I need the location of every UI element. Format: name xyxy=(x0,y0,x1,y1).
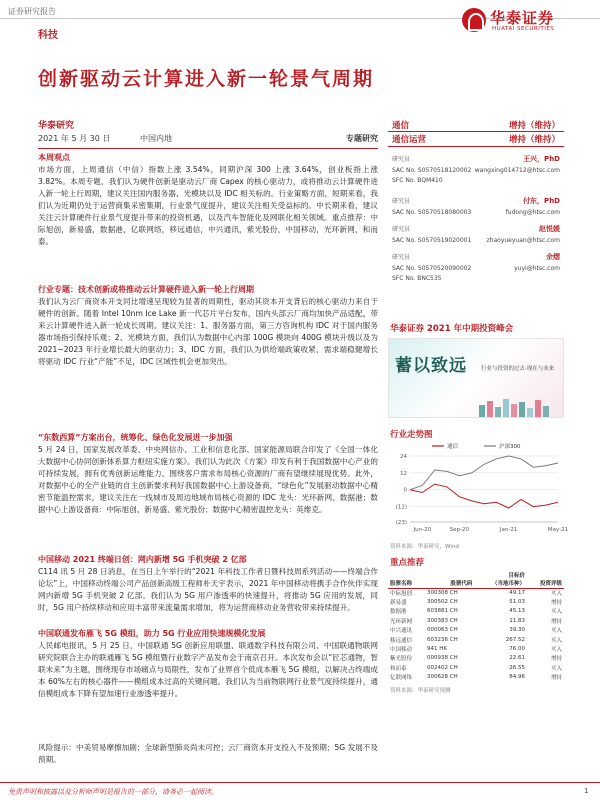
recommended-stocks-table xyxy=(388,570,564,682)
col-header: （当地币种） xyxy=(474,579,527,588)
analyst-card xyxy=(388,252,564,302)
summary-heading: 本周观点 xyxy=(38,153,70,162)
report-region: 中国内地 xyxy=(140,134,172,143)
analyst-sac: SAC No. S0570520090002 xyxy=(392,265,472,272)
table-row xyxy=(388,673,564,682)
disclaimer-note: 免责声明和披露以及分析师声明是报告的一部分，请务必一起阅读。 xyxy=(8,788,218,796)
topic-text: 我们认为云厂商资本开支同比增速呈现较为显著的周期性，驱动其资本开支背后的核心驱动力来自于硬件的创新。随着 Intel 10nm Ice Lake 新一代芯片平台发布，国内头部云厂商均加快产品适配，带来云计算硬件进入新一轮成长周期。建议关注：1、服务器方面，第三方咨询机构 IDC 对于国内服务器市场指引保持乐观；2、光模块方面，我们认为数据中心内部 100G 模块向 400G 模块升级以及为 2021~2023 年行业增长最大的驱动力；3、IDC 方面，我们认为供给端政策收紧，需求端稳健增长将驱动 IDC 行业“产能”不足，IDC 区域性机会更加突出。 xyxy=(38,297,378,366)
rating-sector: 通信运营 xyxy=(392,135,427,145)
industry-tag: 科技 xyxy=(38,30,58,41)
stock-code: 002402 CH xyxy=(426,664,458,671)
banner-brush-text: 蓄以致远 xyxy=(395,356,467,376)
x-tick-label: Sep-20 xyxy=(449,527,470,533)
investment-rating: 增持 xyxy=(550,618,562,625)
analyst-role: 研究员 xyxy=(392,254,411,261)
analyst-name: 赵悦媛 xyxy=(539,225,560,233)
legend-label: 通信 xyxy=(447,444,459,450)
table-header-row xyxy=(388,579,564,588)
news1-text: 5 月 24 日，国家发展改革委、中央网信办、工业和信息化部、国家能源局联合印发了《全国一体化大数据中心协同创新体系算力枢纽实施方案》。我们认为此次《方案》印发有利于我国数据中心产业的可持续发展，拥有优秀创新运维能力、围绕客户需求布局核心资源的厂商有望继续展现优势。此外，对数据中心的全产业链的自主创新要求利好我国数据中心上游设备商，“绿色化”发展驱动数据中心精密节能温控需求。建议关注在一线城市及周边地域布局核心资源的 IDC 龙头：光环新网、数据港；数据中心上游设备商：中际旭创、新易盛、紫光股份；数据中心精密温控龙头：英维克。 xyxy=(38,445,378,514)
chart-source: 资料来源：华泰研究，Wind xyxy=(390,544,459,550)
investment-rating: 买入 xyxy=(550,590,562,597)
rating-value: 增持（维持） xyxy=(508,135,560,145)
target-price: 22.61 xyxy=(509,655,525,662)
stock-name: 中际旭创 xyxy=(390,590,413,597)
analyst-sac: SAC No. S0570518120002 xyxy=(392,167,472,174)
legend-label: 沪深300 xyxy=(499,444,521,450)
report-kind: 专题研究 xyxy=(346,134,378,143)
target-price: 76.00 xyxy=(509,646,525,653)
logo-name-en: HUATAI SECURITIES xyxy=(492,26,555,32)
analyst-role: 研究员 xyxy=(392,156,411,163)
footer-divider xyxy=(0,782,600,783)
analyst-email[interactable]: zhaoyueyuan@htsc.com xyxy=(486,237,560,244)
stock-code: 300308 CH xyxy=(426,589,458,596)
rating-value: 增持（维持） xyxy=(508,121,560,131)
stock-name: 移远通信 xyxy=(390,637,413,644)
x-tick-label: Jan-21 xyxy=(499,527,518,533)
y-tick-label: 0 xyxy=(403,487,407,494)
report-meta xyxy=(38,133,378,146)
analyst-email[interactable]: wangxing014712@htsc.com xyxy=(474,167,560,174)
col-header: 股票名称 xyxy=(388,579,425,588)
x-tick-label: Jun-20 xyxy=(413,527,432,533)
news1-heading: “东数西算”方案出台，统筹化、绿色化发展进一步加强 xyxy=(38,433,233,442)
stock-code: 941 HK xyxy=(426,646,447,653)
table-header-row xyxy=(388,570,564,579)
series-line-0 xyxy=(410,484,558,508)
news3-heading: 中国联通发布雁飞 5G 模组，助力 5G 行业应用快速规模化发展 xyxy=(38,629,266,638)
banner-skyline-icon xyxy=(389,397,565,417)
banner-subtitle: 行业与投资的过去·现在与未来 xyxy=(481,366,555,372)
table-row xyxy=(388,607,564,616)
stocks-source: 资料来源：华泰研究预测 xyxy=(390,688,451,694)
stock-code: 603881 CH xyxy=(426,608,458,615)
investment-rating: 买入 xyxy=(550,628,562,635)
target-price: 84.96 xyxy=(509,674,525,681)
analyst-name: 余熠 xyxy=(546,253,560,261)
target-price: 45.13 xyxy=(509,608,525,615)
investment-rating: 买入 xyxy=(550,609,562,616)
news3-text: 人民邮电报讯，5 月 25 日，中国联通 5G 创新应用联盟、联通数字科技有限公司、中国联通物联网研究院联合主办的联通雁飞 5G 模组暨行业数字产品发布会于南京召开。本次发布会以“匠芯通物，智联未来”为主题，围绕现存市场痛点与局限性，发布了业界首个低成本雁飞 5G 模组，以解决占终端成本 60%左右的核心器件——模组成本过高的关键问题。我们认为当前物联网行业景气度持续提升，通信模组成本下降有望加速行业渗透率提升。 xyxy=(38,641,378,698)
rating-sector: 通信 xyxy=(392,121,410,131)
analyst-email[interactable]: yuyi@htsc.com xyxy=(514,265,560,272)
rating-box xyxy=(388,118,564,146)
table-row xyxy=(388,644,564,653)
stock-name: 光环新网 xyxy=(390,618,413,625)
target-price: 51.03 xyxy=(509,599,525,606)
analyst-sfc: SFC No. BQM410 xyxy=(392,177,443,184)
page-number: 1 xyxy=(584,787,589,795)
investment-rating: 买入 xyxy=(550,665,562,672)
x-tick-label: May-21 xyxy=(547,527,569,533)
table-row xyxy=(388,654,564,663)
analyst-name: 王兴，PhD xyxy=(523,155,560,163)
stock-code: 300628 CH xyxy=(426,674,458,681)
rating-row xyxy=(388,132,564,146)
rating-divider xyxy=(388,131,564,132)
topic-heading: 行业专题：技术创新或将推动云计算硬件进入新一轮上行周期 xyxy=(38,285,254,294)
page-title: 创新驱动云计算进入新一轮景气周期 xyxy=(38,68,375,90)
analyst-name: 付东，PhD xyxy=(523,197,560,205)
investment-rating: 增持 xyxy=(550,656,562,663)
analyst-sac: SAC No. S0570518080003 xyxy=(392,209,472,216)
table-row xyxy=(388,588,564,597)
event-title: 华泰证券 2021 年中期投资峰会 xyxy=(390,324,514,334)
investment-rating: 买入 xyxy=(550,637,562,644)
investment-rating: 买入 xyxy=(550,647,562,654)
trend-title: 行业走势图 xyxy=(390,430,433,440)
target-price: 26.55 xyxy=(509,664,525,671)
y-tick-label: (12) xyxy=(395,504,407,511)
industry-trend-chart xyxy=(388,440,569,540)
table-row xyxy=(388,626,564,635)
target-price: 267.52 xyxy=(505,636,525,643)
report-date: 2021 年 5 月 30 日 xyxy=(38,134,111,143)
y-tick-label: 12 xyxy=(400,470,407,477)
table-row xyxy=(388,597,564,606)
stock-code: 300502 CH xyxy=(426,599,458,606)
logo-name: 华泰证券 xyxy=(490,9,555,27)
analyst-sfc: SFC No. BNC535 xyxy=(392,275,442,282)
news2-text: C114 讯 5 月 28 日消息，在当日上午举行的“2021 年科技工作者日暨科技周系列活动——终端合作论坛”上，中国移动终端公司产品创新高级工程师朴天宇表示，2021 年中国移动将携手合作伙伴实现网内新增 5G 手机突破 2 亿部。我们认为 5G 用户渗透率的快速提升，将推动 5G 应用的发展，同时，5G 用户持续移动和应用丰富带来流量需求增加，将为运营商移动业务营收带来持续提升。 xyxy=(38,567,378,612)
stock-name: 紫光股份 xyxy=(390,656,413,663)
rating-divider xyxy=(388,146,564,147)
investment-rating: 增持 xyxy=(550,600,562,607)
news2-heading: 中国移动 2021 终端日创：网内新增 5G 手机突破 2 亿部 xyxy=(38,555,247,564)
analyst-sac: SAC No. S0570519020001 xyxy=(392,237,472,244)
investment-rating: 增持 xyxy=(550,675,562,682)
stock-name: 中国移动 xyxy=(390,647,413,654)
research-org: 华泰研究 xyxy=(38,121,75,131)
table-row xyxy=(388,663,564,672)
target-price: 39.30 xyxy=(509,627,525,634)
rating-row xyxy=(388,118,564,132)
target-price: 49.17 xyxy=(509,589,525,596)
report-type-label: 证券研究报告 xyxy=(8,7,56,16)
summary-text: 市场方面，上周通信（中信）指数上涨 3.54%，同期沪深 300 上涨 3.64%，创业板指上涨 3.82%。本周专题，我们认为硬件创新是驱动云厂商 Capex 的核心驱动力，或将推动云计算硬件进入新一轮上行周期，建议关注国内服务器、光模块以及 IDC 相关标的。行业策略方面，短期来看，我们认为近期仍处于运营商集采密集期，行业景气度提升，建议关注相关受益标的。中长期来看，建议关注云计算硬件行业景气度提升带来的投资机遇，以及汽车智能化及网联化相关领域。重点推荐：中际旭创，新易盛，数据港，亿联网络，移远通信，中兴通讯，紫光股份，中国移动，光环新网，和而泰。 xyxy=(38,165,378,246)
meta-divider xyxy=(38,148,378,149)
analyst-role: 研究员 xyxy=(392,198,411,205)
stock-name: 中兴通讯 xyxy=(390,628,413,635)
y-tick-label: 24 xyxy=(400,454,407,460)
risk-note: 风险提示：中美贸易摩擦加剧；全球新型肺炎尚未可控；云厂商资本开支投入不及预期；5G 发展不及预期。 xyxy=(38,743,378,764)
table-row xyxy=(388,635,564,644)
stocks-title: 重点推荐 xyxy=(390,558,425,568)
company-logo xyxy=(462,6,594,36)
stock-code: 000063 CH xyxy=(426,627,458,634)
event-banner[interactable] xyxy=(388,338,564,418)
stock-name: 亿联网络 xyxy=(390,675,413,682)
table-row xyxy=(388,616,564,625)
stock-name: 数据港 xyxy=(390,609,407,616)
stock-name: 新易盛 xyxy=(390,600,407,607)
analyst-role: 研究员 xyxy=(392,226,411,233)
y-tick-label: (23) xyxy=(395,520,407,526)
stock-code: 300383 CH xyxy=(426,617,458,624)
logo-mark-icon xyxy=(462,8,486,32)
target-price: 11.83 xyxy=(509,617,525,624)
stock-name: 和而泰 xyxy=(390,665,407,672)
col-header: 股票代码 xyxy=(425,579,474,588)
stock-code: 000938 CH xyxy=(426,655,458,662)
col-header: 投资评级 xyxy=(527,579,564,588)
col-target-header: 目标价 xyxy=(508,572,525,579)
stock-code: 603236 CH xyxy=(426,636,458,643)
analyst-email[interactable]: fudong@htsc.com xyxy=(505,209,560,216)
